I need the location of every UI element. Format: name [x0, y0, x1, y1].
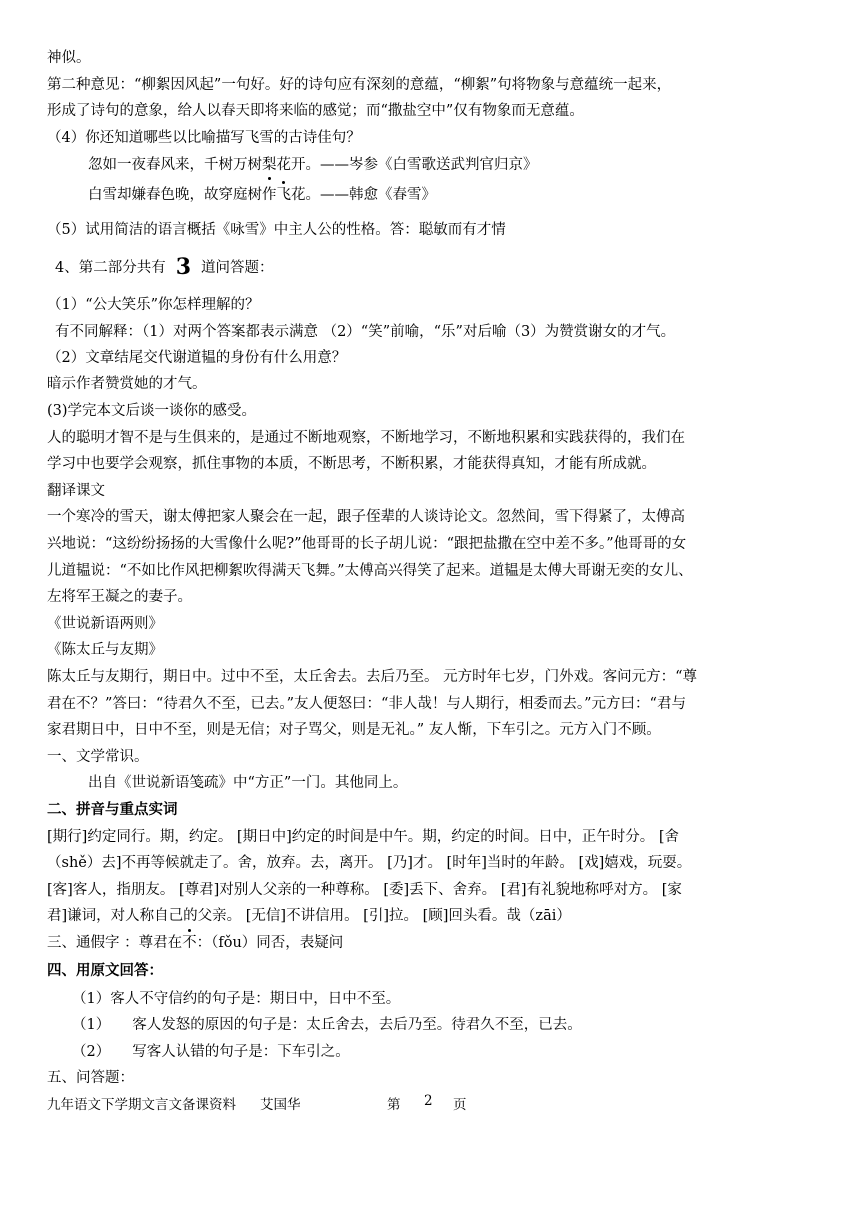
section-heading: 四、用原文回答： [47, 963, 163, 979]
translation-heading: 翻译课文 [47, 483, 105, 499]
text-line: 左将军王凝之的妻子。 [47, 589, 192, 605]
heading-text: 道问答题： [201, 260, 274, 276]
list-marker: （2） [72, 1044, 111, 1060]
question-2: （2）文章结尾交代谢道韫的身份有什么用意？ [47, 350, 347, 366]
heading-text: 4、第二部分共有 [55, 260, 166, 276]
answer-1: 有不同解释：（1）对两个答案都表示满意 （2）“笑”前喻，“乐”对后喻（3）为赞赏谢女的才气。 [55, 324, 676, 340]
text-line: 出自《世说新语笺疏》中“方正”一门。其他同上。 [88, 775, 408, 791]
list-item [72, 1015, 582, 1035]
question-count: 3 [175, 254, 192, 280]
text-line: 君在不？”答曰：“待君久不至，已去。”友人便怒曰：“非人哉！与人期行，相委而去。”元方曰：“君与 [47, 696, 686, 712]
text-line: [客]客人，指朋友。 [尊君]对别人父亲的一种尊称。 [委]丢下、舍弃。 [君]有礼貌地称呼对方。 [家 [47, 882, 682, 898]
poem-text: 花。——韩愈《春雪》 [291, 187, 436, 203]
section-heading: 二、拼音与重点实词 [47, 802, 178, 818]
emphasis-char: 梨 [262, 157, 277, 173]
text-line: 第二种意见：“柳絮因风起”一句好。好的诗句应有深刻的意蕴，“柳絮”句将物象与意蕴统一起来， [47, 77, 672, 93]
emphasis-char: 不 [182, 935, 197, 951]
text-line: 君]谦词，对人称自己的父亲。 [无信]不讲信用。 [引]拉。 [顾]回头看。哉（zāi） [47, 908, 571, 924]
question-5: （5）试用简洁的语言概括《咏雪》中主人公的性格。答：聪敏而有才情 [47, 222, 506, 238]
footer-page-suffix: 页 [453, 1097, 467, 1113]
section-heading [47, 933, 343, 953]
text-line: 一个寒冷的雪天，谢太傅把家人聚会在一起，跟子侄辈的人谈诗论文。忽然间，雪下得紧了，太傅高 [47, 509, 685, 525]
text-line: 人的聪明才智不是与生俱来的，是通过不断地观察，不断地学习，不断地积累和实践获得的，我们在 [47, 430, 685, 446]
text-line: 兴地说：“这纷纷扬扬的大雪像什么呢?”他哥哥的长子胡儿说：“跟把盐撒在空中差不多。”他哥哥的女 [47, 536, 687, 552]
list-marker: （1） [72, 1017, 111, 1033]
question-1: （1）“公大笑乐”你怎样理解的？ [47, 297, 260, 313]
list-item [72, 1042, 350, 1062]
poem-text: 白雪却嫌春色晚，故穿庭树作 [88, 187, 277, 203]
poem-line-2 [88, 185, 436, 205]
text-line: 陈太丘与友期行，期日中。过中不至，太丘舍去。去后乃至。 元方时年七岁，门外戏。客问元方：“尊 [47, 669, 698, 685]
poem-text: 忽如一夜春风来，千树万树 [88, 157, 262, 173]
footer-page-prefix: 第 [387, 1097, 401, 1113]
poem-text: 花开。——岑参《白雪歌送武判官归京》 [276, 157, 538, 173]
section-heading-4 [55, 254, 274, 280]
text-line: 学习中也要学会观察，抓住事物的本质，不断思考，不断积累，才能获得真知，才能有所成就。 [47, 456, 656, 472]
section-heading: 一、文学常识。 [47, 749, 149, 765]
footer-page-number: 2 [424, 1093, 433, 1109]
book-title: 《世说新语两则》 [47, 616, 163, 632]
answer-2: 暗示作者赞赏她的才气。 [47, 376, 207, 392]
poem-line-1 [88, 155, 538, 175]
question-3: (3)学完本文后谈一谈你的感受。 [47, 403, 257, 419]
question-4: （4）你还知道哪些以比喻描写飞雪的古诗佳句？ [47, 130, 361, 146]
footer-author: 艾国华 [260, 1097, 301, 1113]
text-line: 家君期日中，日中不至，则是无信；对子骂父，则是无礼。” 友人惭，下车引之。元方入门不顾。 [47, 722, 661, 738]
text-line: 神似。 [47, 50, 91, 66]
lesson-title: 《陈太丘与友期》 [47, 642, 163, 658]
text-line: 儿道韫说：“不如比作风把柳絮吹得满天飞舞。”太傅高兴得笑了起来。道韫是太傅大哥谢无奕的女儿、 [47, 563, 693, 579]
list-text: 写客人认错的句子是：下车引之。 [132, 1044, 350, 1060]
text-line: （shě）去]不再等候就走了。舍，放弃。去，离开。 [乃]才。 [时年]当时的年龄。 [戏]嬉戏，玩耍。 [47, 855, 692, 871]
section-heading: 五、问答题： [47, 1070, 134, 1086]
text-line: [期行]约定同行。期，约定。 [期日中]约定的时间是中午。期，约定的时间。日中，正午时分。 [舍 [47, 829, 679, 845]
text-line: 形成了诗句的意象，给人以春天即将来临的感觉；而“撒盐空中”仅有物象而无意蕴。 [47, 103, 584, 119]
heading-text: ：（fǒu）同否，表疑问 [196, 935, 344, 951]
list-text: 客人发怒的原因的句子是：太丘舍去，去后乃至。待君久不至，已去。 [132, 1017, 582, 1033]
heading-text: 三、通假字 ：尊君在 [47, 935, 183, 951]
list-item: （1）客人不守信约的句子是：期日中，日中不至。 [72, 991, 401, 1007]
emphasis-char: 飞 [276, 187, 291, 203]
footer-title: 九年语文下学期文言文备课资料 [47, 1097, 236, 1113]
